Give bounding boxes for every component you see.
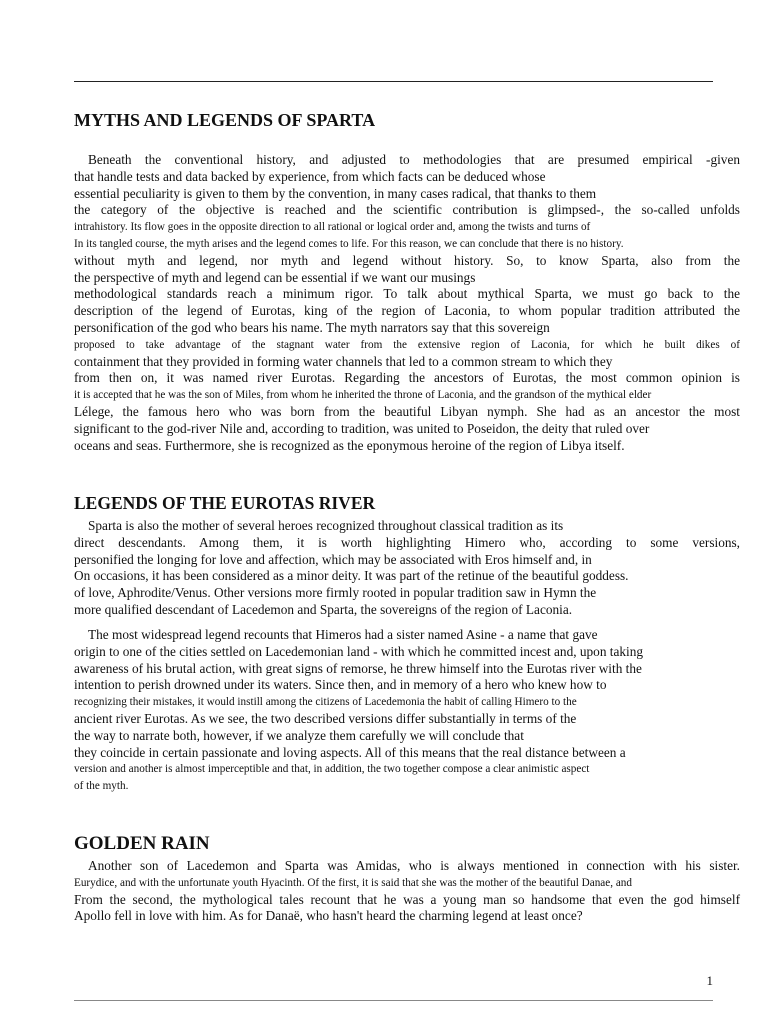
text-line: The most widespread legend recounts that Himeros had a sister named Asine - a name that gave (88, 627, 598, 642)
text-line: of the myth. (74, 780, 129, 793)
section-title-eurotas: LEGENDS OF THE EUROTAS RIVER (74, 493, 376, 513)
text-line: direct descendants. Among them, it is worth highlighting Himero who, according to some versions, (74, 534, 740, 550)
text-line: from then on, it was named river Eurotas. Regarding the ancestors of Eurotas, the most common opinion is (74, 370, 740, 386)
text-line: From the second, the mythological tales recount that he was a young man so handsome that even the god himself (74, 891, 740, 907)
section-title-golden-rain: GOLDEN RAIN (74, 833, 210, 854)
text-line: of love, Aphrodite/Venus. Other versions more firmly rooted in popular tradition saw in Hymn the (74, 585, 597, 601)
paragraph-eurotas-2 (74, 627, 740, 795)
section-title-myths: MYTHS AND LEGENDS OF SPARTA (74, 110, 376, 130)
text-line: the way to narrate both, however, if we analyze them carefully we will conclude that (74, 727, 524, 743)
top-rule (74, 81, 713, 82)
text-line: ancient river Eurotas. As we see, the two described versions differ substantially in terms of the (74, 710, 577, 726)
paragraph-eurotas-1 (74, 518, 740, 619)
text-line: version and another is almost imperceptible and that, in addition, the two together compose a clear animistic aspect (74, 763, 590, 776)
text-line: they coincide in certain passionate and loving aspects. All of this means that the real distance between a (74, 744, 626, 760)
bottom-rule (74, 1000, 713, 1001)
text-line: personified the longing for love and affection, which may be associated with Eros himself and, in (74, 551, 592, 567)
text-line: methodological standards reach a minimum rigor. To talk about mythical Sparta, we must go back to the (74, 286, 740, 302)
text-line: intention to perish drowned under its waters. Since then, and in memory of a hero who knew how to (74, 677, 607, 693)
text-line: containment that they provided in forming water channels that led to a common stream to which they (74, 353, 613, 369)
text-line: more qualified descendant of Lacedemon and Sparta, the sovereigns of the region of Laconia. (74, 601, 573, 617)
text-line: Lélege, the famous hero who was born from the beautiful Libyan nymph. She had as an ancestor the most (74, 403, 740, 419)
text-line: awareness of his brutal action, with great signs of remorse, he threw himself into the Eurotas river with the (74, 660, 642, 676)
page-number: 1 (706, 973, 713, 988)
text-line: oceans and seas. Furthermore, she is recognized as the eponymous heroine of the region of Libya itself. (74, 437, 625, 453)
text-line: intrahistory. Its flow goes in the opposite direction to all rational or logical order and, among the twists and turns of (74, 221, 591, 234)
text-line: In its tangled course, the myth arises and the legend comes to life. For this reason, we can conclude that there is no history. (74, 237, 624, 250)
text-line: Beneath the conventional history, and adjusted to methodologies that are presumed empirical -given (88, 152, 740, 167)
text-line: the category of the objective is reached and the scientific contribution is glimpsed-, the so-called unfolds (74, 202, 740, 218)
text-line: Another son of Lacedemon and Sparta was Amidas, who is always mentioned in connection with his sister. (88, 858, 740, 873)
text-line: Eurydice, and with the unfortunate youth Hyacinth. Of the first, it is said that she was the mother of the beautiful Danae, and (74, 876, 632, 889)
text-line: recognizing their mistakes, it would instill among the citizens of Lacedemonia the habit of calling Himero to the (74, 696, 577, 709)
paragraph-myths-1 (74, 152, 740, 454)
text-line: without myth and legend, nor myth and legend without history. So, to know Sparta, also from the (74, 252, 740, 268)
text-line: Apollo fell in love with him. As for Danaë, who hasn't heard the charming legend at least once? (74, 908, 583, 924)
text-line: Sparta is also the mother of several heroes recognized throughout classical tradition as its (88, 518, 564, 533)
text-line: description of the legend of Eurotas, king of the region of Laconia, to whom popular tradition attributed the (74, 303, 740, 319)
text-line: On occasions, it has been considered as a minor deity. It was part of the retinue of the beautiful goddess. (74, 568, 629, 584)
text-line: it is accepted that he was the son of Miles, from whom he inherited the throne of Laconia, and the grandson of the mythical elder (74, 389, 652, 402)
text-line: significant to the god-river Nile and, according to tradition, was united to Poseidon, the deity that ruled over (74, 420, 650, 436)
text-line: proposed to take advantage of the stagnant water from the extensive region of Laconia, for which he built dikes of (74, 338, 740, 351)
text-line: origin to one of the cities settled on Lacedemonian land - with which he committed incest and, upon taking (74, 643, 644, 659)
text-line: that handle tests and data backed by experience, from which facts can be deduced whose (74, 168, 546, 184)
paragraph-golden-rain-1 (74, 858, 740, 925)
text-line: personification of the god who bears his name. The myth narrators say that this sovereign (74, 319, 550, 335)
text-line: the perspective of myth and legend can be essential if we want our musings (74, 269, 476, 285)
text-line: essential peculiarity is given to them by the convention, in many cases radical, that thanks to them (74, 185, 597, 201)
